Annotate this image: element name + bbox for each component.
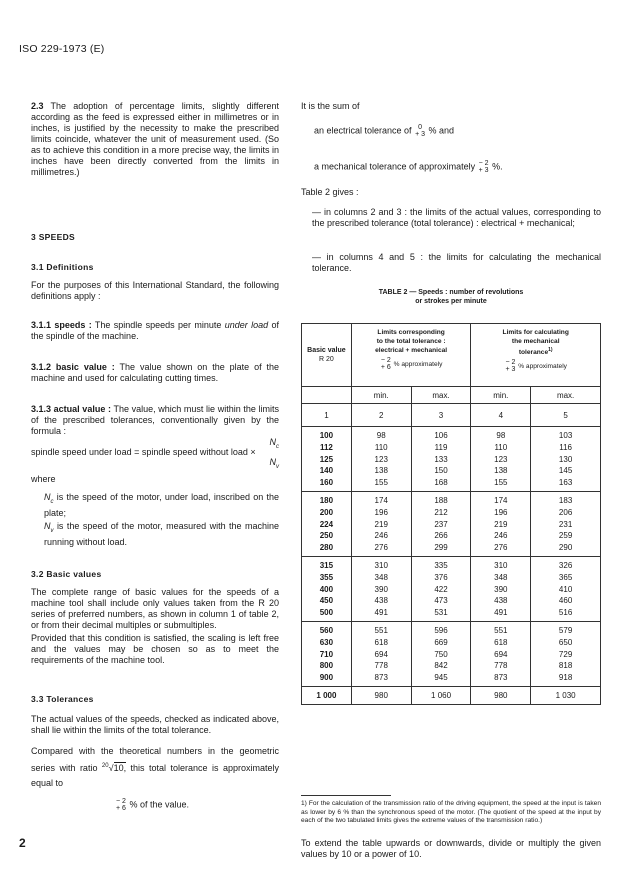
table-value: 579 (558, 625, 573, 635)
column-number-2: 2 (351, 404, 411, 427)
nc-text: is the speed of the motor, under load, inscribed on the plate; (44, 492, 279, 518)
table-value: 551 (494, 625, 508, 635)
table-value: 710 (319, 649, 334, 659)
definition-speeds-label: 3.1.1 speeds : (31, 320, 92, 330)
definition-speeds (31, 320, 279, 342)
table-value: 133 (434, 454, 448, 464)
column-number-3: 3 (411, 404, 471, 427)
header-mechanical-max: max. (531, 387, 601, 404)
table-value: 750 (434, 649, 448, 659)
page-number: 2 (19, 836, 26, 850)
table-cell-tmin (351, 686, 411, 704)
speeds-table (301, 323, 601, 705)
table-value: 400 (319, 584, 334, 594)
table-value: 224 (319, 519, 334, 529)
table-value: 491 (374, 608, 388, 618)
table-cell-tmin (351, 427, 411, 492)
table-value: 155 (494, 478, 508, 488)
table-cell-mmax (531, 491, 601, 556)
table-value: 335 (434, 560, 448, 570)
total-tolerance-value (115, 798, 189, 812)
table-value: 694 (374, 649, 388, 659)
table-value: 259 (558, 531, 573, 541)
table-note-columns-2-3: — in columns 2 and 3 : the limits of the actual values, corresponding to the prescribed tolerance (total tolerance) : electrical + mechanical; (312, 207, 601, 228)
table-row-group (302, 427, 601, 492)
table-value: 206 (558, 507, 573, 517)
mechanical-tolerance-text: a mechanical tolerance of approximately (314, 161, 476, 172)
table-caption-line-1: TABLE 2 — Speeds : number of revolutions (378, 289, 524, 296)
table-value: 438 (374, 596, 388, 606)
table-value: 219 (494, 519, 508, 529)
definition-speeds-text-italic: under load (224, 320, 269, 330)
nv-symbol: $N_v$ (44, 521, 54, 534)
definition-speeds-text-b: of the spindle of the machine. (31, 320, 279, 341)
table-value: 460 (558, 596, 573, 606)
table-value: 98 (376, 431, 386, 440)
definition-speeds-text-a: The spindle speeds per minute (94, 320, 222, 330)
table-value: 280 (319, 543, 334, 553)
table-caption-line-2: or strokes per minute (415, 298, 487, 305)
table-value: 980 (494, 690, 508, 700)
table-value: 650 (558, 637, 573, 647)
table-value: 516 (558, 608, 573, 618)
section-3-3-text-2 (31, 744, 279, 791)
table-value: 310 (374, 560, 388, 570)
table-row-group (302, 686, 601, 704)
definition-nc (44, 492, 279, 519)
table-cell-basic (302, 621, 352, 686)
table-value: 873 (494, 673, 508, 683)
table-row-group (302, 556, 601, 621)
table-value: 98 (496, 431, 506, 440)
definition-basic-value (31, 362, 279, 384)
section-3-3-text-1: The actual values of the speeds, checked as indicated above, shall lie within the limits of the total tolerance. (31, 714, 279, 735)
section-3-2-text-1: The complete range of basic values for the speeds of a machine tool shall include only values taken from the R 20 series of preferred numbers, as shown in column 1 of table 2, or from their decimal multiples or submultiples. (31, 587, 279, 630)
total-tolerance-text: % of the value. (129, 799, 189, 810)
table-value: 473 (434, 596, 448, 606)
table-cell-mmax (531, 686, 601, 704)
column-number-1: 1 (302, 404, 352, 427)
table-value: 123 (494, 454, 508, 464)
formula-denominator: $N_v$ (269, 457, 279, 470)
table-value: 145 (558, 466, 573, 476)
section-2-3-text: The adoption of percentage limits, slightly different according as the feed is expressed either in millimetres or in inches, is justified by the necessity to make the prescribed limits coincide, whatever the unit of measurement used. (So as to achieve this condition in a more precise way, the limits in inches have been directly converted from the limits in millimetres.) (31, 101, 279, 177)
table-value: 365 (558, 572, 573, 582)
formula-text: spindle speed under load = spindle speed without load × (31, 447, 256, 457)
electrical-tolerance-after: % and (428, 125, 455, 136)
table-value: 237 (434, 519, 448, 529)
table-value: 160 (319, 478, 334, 488)
header-basic-value: Basic value R 20 (302, 324, 352, 387)
table-value: 618 (494, 637, 508, 647)
definition-actual-value-label: 3.1.3 actual value : (31, 404, 111, 414)
table-value: 630 (319, 637, 334, 647)
table-cell-basic (302, 686, 352, 704)
table-value: 276 (494, 543, 508, 553)
mechanical-tolerance-fraction: − 2 + 3 (478, 160, 489, 174)
table-value: 110 (494, 442, 508, 452)
table-value: 410 (558, 584, 573, 594)
section-3-heading: 3 SPEEDS (31, 232, 75, 242)
table-cell-mmin (471, 491, 531, 556)
formula-numerator: $N_c$ (269, 437, 279, 450)
total-tolerance-fraction: − 2 + 6 (116, 798, 126, 812)
table-cell-mmax (531, 556, 601, 621)
section-3-3-text-2b: this total tolerance is approximately equal to (31, 763, 279, 788)
table-value: 348 (494, 572, 508, 582)
table-value: 200 (319, 507, 334, 517)
table-value: 103 (558, 431, 573, 440)
table-value: 390 (374, 584, 388, 594)
table-value: 980 (374, 690, 388, 700)
table-value: 168 (434, 478, 448, 488)
ratio-root: $^{20}$√10, (101, 763, 127, 773)
table-value: 116 (559, 442, 572, 452)
table-value: 315 (319, 560, 334, 570)
nv-text: is the speed of the motor, measured with the machine running without load. (44, 521, 279, 547)
table-cell-mmax (531, 621, 601, 686)
section-3-2-heading: 3.2 Basic values (31, 569, 102, 579)
table-value: 174 (374, 495, 388, 505)
table-value: 123 (374, 454, 388, 464)
table-value: 596 (434, 625, 448, 635)
table-value: 800 (319, 661, 334, 671)
table-gives: Table 2 gives : (301, 187, 359, 197)
electrical-tolerance-text: an electrical tolerance of (314, 125, 412, 136)
table-value: 491 (494, 608, 508, 618)
header-total-min: min. (351, 387, 411, 404)
table-value: 531 (434, 608, 448, 618)
table-value: 163 (558, 478, 573, 488)
table-value: 390 (494, 584, 508, 594)
table-value: 266 (434, 531, 448, 541)
table-cell-mmax (531, 427, 601, 492)
table-value: 130 (558, 454, 573, 464)
table-value: 1 000 (316, 690, 337, 700)
table-value: 842 (434, 661, 448, 671)
table-value: 196 (494, 507, 508, 517)
table-value: 100 (319, 431, 334, 440)
table-value: 669 (434, 637, 448, 647)
table-value: 945 (434, 673, 448, 683)
table-footnote: 1) For the calculation of the transmission ratio of the driving equipment, the speed at the input is taken as lower by 6 % than the synchronous speed of the motor. (The quotient of the speed at the input by each of the two tabulated limits gives the extreme values of the transmission ratio.) (301, 800, 601, 824)
table-value: 150 (434, 466, 448, 476)
table-value: 310 (494, 560, 508, 570)
table-value: 818 (558, 661, 573, 671)
table-row-group (302, 621, 601, 686)
table-value: 376 (434, 572, 448, 582)
table-value: 138 (374, 466, 388, 476)
table-value: 900 (319, 673, 334, 683)
table-cell-basic (302, 556, 352, 621)
table-value: 106 (434, 431, 448, 440)
definition-basic-value-text: The value shown on the plate of the machine and used for calculating cutting times. (31, 362, 279, 383)
table-value: 125 (319, 454, 334, 464)
table-cell-basic (302, 427, 352, 492)
table-value: 551 (374, 625, 388, 635)
table-value: 180 (319, 495, 334, 505)
where-label: where (31, 474, 56, 484)
table-value: 112 (319, 442, 333, 452)
table-value: 119 (434, 442, 448, 452)
table-value: 110 (374, 442, 388, 452)
table-value: 140 (319, 466, 334, 476)
table-cell-tmin (351, 621, 411, 686)
table-value: 918 (558, 673, 573, 683)
section-3-1-heading: 3.1 Definitions (31, 262, 94, 272)
table-value: 174 (494, 495, 508, 505)
table-value: 326 (558, 560, 573, 570)
closing-paragraph: To extend the table upwards or downwards, divide or multiply the given values by 10 or a power of 10. (301, 838, 601, 859)
table-cell-mmin (471, 556, 531, 621)
table-value: 694 (494, 649, 508, 659)
table-cell-mmin (471, 686, 531, 704)
table-note-columns-4-5: — in columns 4 and 5 : the limits for calculating the mechanical tolerance. (312, 252, 601, 273)
table-value: 560 (319, 625, 334, 635)
header-total-tolerance: Limits corresponding to the total tolerance : electrical + mechanical − 2 + 6 % approximately (351, 324, 471, 387)
table-value: 212 (434, 507, 448, 517)
table-value: 188 (434, 495, 448, 505)
nc-symbol: $N_c$ (44, 492, 54, 505)
table-value: 250 (319, 531, 334, 541)
electrical-tolerance-fraction: 0 + 3 (415, 124, 426, 138)
table-value: 246 (494, 531, 508, 541)
table-value: 438 (494, 596, 508, 606)
table-value: 729 (558, 649, 573, 659)
table-cell-basic (302, 491, 352, 556)
table-value: 422 (434, 584, 448, 594)
table-value: 196 (374, 507, 388, 517)
document-header: ISO 229-1973 (E) (19, 43, 105, 55)
table-cell-tmax (411, 427, 471, 492)
table-value: 1 060 (431, 690, 452, 700)
table-value: 246 (374, 531, 388, 541)
table-cell-tmax (411, 491, 471, 556)
definition-actual-value (31, 404, 279, 437)
section-2-3-number: 2.3 (31, 101, 44, 111)
section-3-1-text: For the purposes of this International Standard, the following definitions apply : (31, 280, 279, 301)
table-value: 138 (494, 466, 508, 476)
column-number-4: 4 (471, 404, 531, 427)
table-cell-tmax (411, 621, 471, 686)
table-value: 778 (374, 661, 388, 671)
definition-actual-value-text: The value, which must lie within the limits of the prescribed tolerances, conventionally given by the formula : (31, 404, 279, 436)
table-value: 348 (374, 572, 388, 582)
definition-nv (44, 521, 279, 548)
definition-basic-value-label: 3.1.2 basic value : (31, 362, 115, 372)
header-basic-empty (302, 387, 352, 404)
table-value: 355 (319, 572, 334, 582)
table-cell-tmax (411, 686, 471, 704)
table-value: 276 (374, 543, 388, 553)
mechanical-tolerance (314, 160, 503, 174)
electrical-tolerance (314, 124, 454, 138)
table-cell-tmin (351, 491, 411, 556)
table-cell-tmin (351, 556, 411, 621)
footnote-rule (301, 795, 391, 796)
mechanical-tolerance-after: %. (492, 161, 503, 172)
table-value: 500 (319, 608, 334, 618)
table-value: 183 (558, 495, 573, 505)
table-cell-mmin (471, 427, 531, 492)
table-cell-tmax (411, 556, 471, 621)
section-3-2-text-2: Provided that this condition is satisfied, the scaling is left free and the values may be chosen so as to meet the requirements of the machine tool. (31, 633, 279, 665)
sum-text: It is the sum of (301, 101, 360, 111)
section-3-3-heading: 3.3 Tolerances (31, 694, 94, 704)
header-mechanical-tolerance: Limits for calculating the mechanical tolerance$^{1)}$ − 2 + 3 % approximately (471, 324, 601, 387)
table-value: 873 (374, 673, 388, 683)
header-total-max: max. (411, 387, 471, 404)
section-3-3-text-2a: Compared with the theoretical numbers in the geometric series with ratio (31, 746, 279, 773)
table-value: 1 030 (555, 690, 576, 700)
table-cell-mmin (471, 621, 531, 686)
table-row-group (302, 491, 601, 556)
table-value: 155 (374, 478, 388, 488)
header-mechanical-min: min. (471, 387, 531, 404)
table-value: 778 (494, 661, 508, 671)
table-value: 299 (434, 543, 448, 553)
table-value: 450 (319, 596, 334, 606)
section-2-3 (31, 101, 279, 178)
speed-formula (31, 437, 279, 469)
column-number-5: 5 (531, 404, 601, 427)
table-value: 290 (558, 543, 573, 553)
table-value: 618 (374, 637, 388, 647)
table-value: 231 (558, 519, 573, 529)
table-value: 219 (374, 519, 388, 529)
